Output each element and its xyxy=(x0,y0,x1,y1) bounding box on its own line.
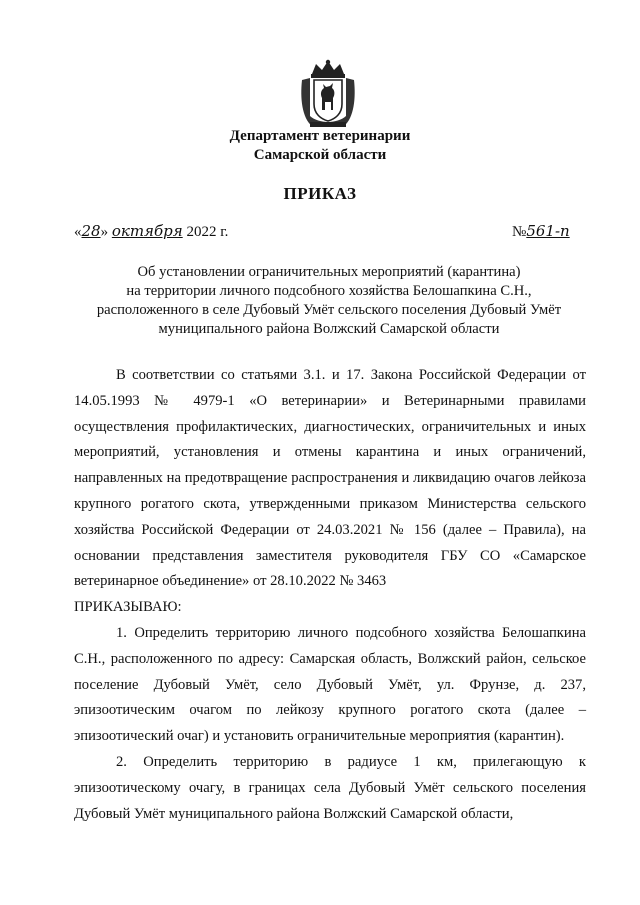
department-name xyxy=(0,127,640,165)
number-value: 561-п xyxy=(526,222,570,240)
subject-line-4: муниципального района Волжский Самарской области xyxy=(158,321,500,337)
order-subject xyxy=(70,263,588,339)
order-word: ПРИКАЗЫВАЮ: xyxy=(74,599,182,616)
date-close-quote: » xyxy=(100,224,109,240)
order-body xyxy=(74,363,586,827)
subject-line-2: на территории личного подсобного хозяйства Белошапкина С.Н., xyxy=(126,283,532,299)
subject-line-1: Об установлении ограничительных мероприятий (карантина) xyxy=(137,264,521,280)
department-line-1: Департамент ветеринарии xyxy=(229,128,411,144)
number-prefix: № xyxy=(512,224,527,240)
subject-line-3: расположенного в селе Дубовый Умёт сельского поселения Дубовый Умёт xyxy=(96,302,562,318)
order-date xyxy=(74,222,228,241)
document-type-title: ПРИКАЗ xyxy=(283,184,357,203)
date-open-quote: « xyxy=(74,224,82,240)
date-month: октября xyxy=(111,222,183,240)
department-line-2: Самарской области xyxy=(253,147,387,163)
date-year: 2022 г. xyxy=(186,224,229,240)
samara-coat-of-arms-icon xyxy=(298,58,358,130)
date-day: 28 xyxy=(81,222,101,240)
item-1-paragraph: 1. Определить территорию личного подсобного хозяйства Белошапкина С.Н., расположенного по адресу: Самарская область, Волжский район, сельское поселение Дубовый Умёт, село Дубовый Умёт, ул. Фрунзе, д. 237, эпизоотическим очагом по лейкозу крупного рогатого скота (далее – эпизоотический очаг) и установить ограничительные мероприятия (карантин). xyxy=(74,624,586,745)
item-2-paragraph: 2. Определить территорию в радиусе 1 км, прилегающую к эпизоотическому очагу, в границах села Дубовый Умёт сельского поселения Дубовый Умёт муниципального района Волжский Самарской области, xyxy=(74,753,586,822)
preamble-paragraph: В соответствии со статьями 3.1. и 17. Закона Российской Федерации от 14.05.1993 № 4979-1 «О ветеринарии» и Ветеринарными правилами осуществления профилактических, диагностических, ограничительных и иных мероприятий, установления и отмены карантина и иных ограничений, направленных на предотвращение распространения и ликвидацию очагов лейкоза крупного рогатого скота, утвержденными приказом Министерства сельского хозяйства Российской Федерации от 24.03.2021 № 156 (далее – Правила), на основании представления заместителя руководителя ГБУ СО «Самарское ветеринарное объединение» от 28.10.2022 № 3463 xyxy=(74,367,586,590)
order-number xyxy=(512,222,570,241)
